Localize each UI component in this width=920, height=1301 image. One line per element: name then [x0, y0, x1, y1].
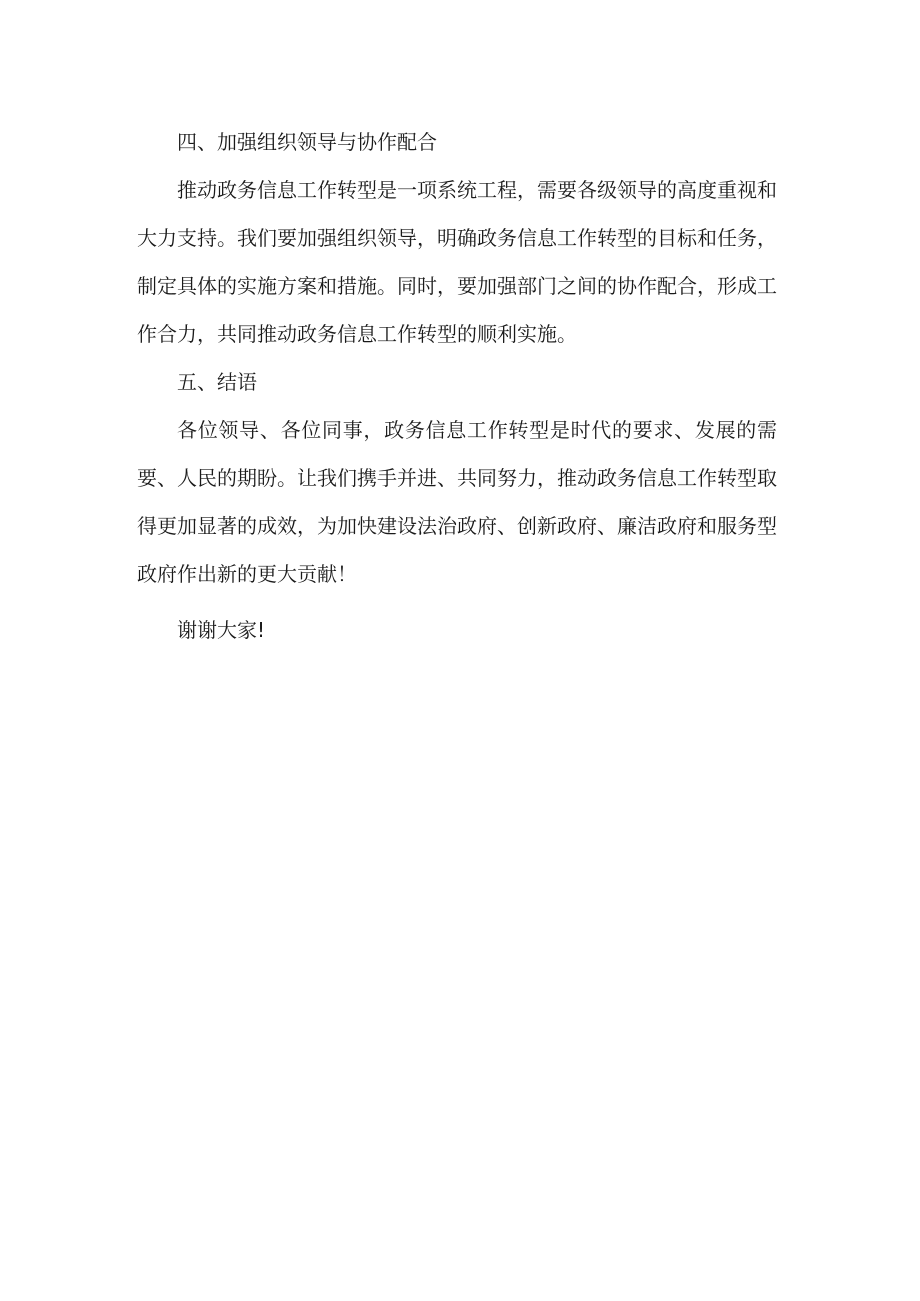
section-heading-4: 四、加强组织领导与协作配合 [177, 130, 437, 154]
closing-line: 谢谢大家! [177, 618, 266, 642]
section-paragraph-4: 推动政务信息工作转型是一项系统工程，需要各级领导的高度重视和大力支持。我们要加强组织领导，明确政务信息工作转型的目标和任务，制定具体的实施方案和措施。同时，要加强部门之间的协作配合，形成工作合力，共同推动政务信息工作转型的顺利实施。 [137, 178, 777, 346]
document-page [137, 118, 777, 654]
section-heading-5: 五、结语 [177, 370, 257, 394]
section-paragraph-5: 各位领导、各位同事，政务信息工作转型是时代的要求、发展的需要、人民的期盼。让我们携手并进、共同努力，推动政务信息工作转型取得更加显著的成效，为加快建设法治政府、创新政府、廉洁政府和服务型政府作出新的更大贡献！ [137, 418, 777, 586]
paragraph-spacer [137, 598, 777, 606]
